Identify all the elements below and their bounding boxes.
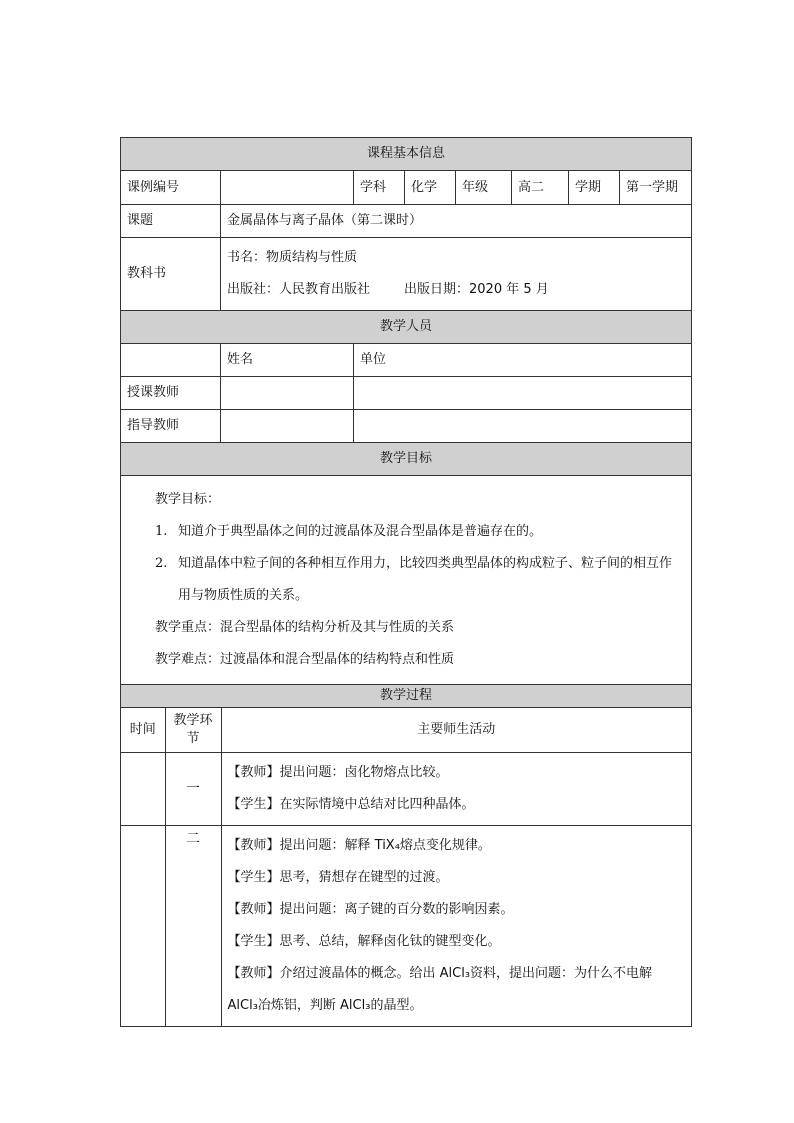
advisor-name — [221, 410, 354, 443]
section-header-staff: 教学人员 — [121, 311, 692, 344]
row-time — [121, 753, 165, 825]
advisor-label: 指导教师 — [121, 410, 221, 443]
teacher-label: 授课教师 — [121, 377, 221, 410]
row-step: 二 — [165, 826, 221, 1026]
subject-label: 学科 — [354, 171, 405, 205]
row-activities — [221, 826, 691, 1026]
grade-value: 高二 — [512, 171, 569, 205]
activity-line — [228, 894, 686, 926]
staff-empty-cell — [121, 344, 221, 377]
activity-line — [228, 757, 686, 789]
section-header-process: 教学过程 — [121, 685, 692, 708]
activity-text: 提出问题：离子键的百分数的影响因素。 — [279, 902, 514, 917]
name-col-header: 姓名 — [221, 344, 354, 377]
goal-item — [155, 516, 683, 548]
role-tag: 【学生】 — [227, 870, 280, 885]
role-tag: 【教师】 — [227, 838, 280, 853]
role-tag: 【学生】 — [227, 797, 280, 812]
activity-text: 在实际情境中总结对比四种晶体。 — [279, 797, 475, 812]
activity-text: 提出问题：卤化物熔点比较。 — [279, 765, 449, 780]
process-row-2 — [121, 826, 692, 1027]
process-table-1 — [121, 753, 691, 825]
topic-label: 课题 — [121, 205, 221, 238]
textbook-name: 书名：物质结构与性质 — [227, 250, 358, 265]
difficulty-point: 教学难点：过渡晶体和混合型晶体的结构特点和性质 — [155, 652, 455, 667]
lesson-plan-table — [120, 137, 692, 1027]
col-activity: 主要师生活动 — [417, 722, 496, 737]
activity-text: 介绍过渡晶体的概念。给出 AlCl₃资料，提出问题：为什么不电解 AlCl₃冶炼铝，判断 AlCl₃的晶型。 — [227, 966, 653, 1013]
process-header-row — [121, 708, 692, 753]
term-value: 第一学期 — [620, 171, 692, 205]
col-step: 教学环节 — [165, 708, 221, 752]
role-tag: 【教师】 — [227, 902, 280, 917]
process-header-table — [121, 708, 691, 752]
case-no-value — [221, 171, 354, 205]
process-table-2 — [121, 826, 691, 1026]
activity-line — [228, 862, 686, 894]
section-header-goals: 教学目标 — [121, 443, 692, 476]
goals-body — [121, 476, 692, 685]
term-label: 学期 — [569, 171, 620, 205]
col-time: 时间 — [121, 708, 165, 752]
unit-col-header: 单位 — [354, 344, 692, 377]
grade-label: 年级 — [456, 171, 512, 205]
row-activities — [221, 753, 691, 825]
row-step: 一 — [165, 753, 221, 825]
teacher-unit — [354, 377, 692, 410]
activity-text: 提出问题：解释 TiX₄熔点变化规律。 — [279, 838, 491, 853]
lesson-plan-sheet — [120, 137, 691, 1027]
activity-line — [228, 789, 686, 821]
process-row-1 — [121, 753, 692, 826]
activity-line — [228, 926, 686, 958]
topic-value: 金属晶体与离子晶体（第二课时） — [221, 205, 692, 238]
advisor-unit — [354, 410, 692, 443]
goal-number: 1. — [155, 524, 168, 539]
role-tag: 【学生】 — [227, 934, 280, 949]
publisher: 出版社：人民教育出版社 — [227, 282, 371, 297]
activity-line — [228, 830, 686, 862]
goal-number: 2. — [155, 556, 168, 571]
publisher-line — [227, 274, 685, 306]
section-header-basic: 课程基本信息 — [121, 138, 692, 171]
textbook-info — [221, 238, 692, 311]
role-tag: 【教师】 — [227, 765, 280, 780]
role-tag: 【教师】 — [227, 966, 280, 981]
goal-text: 知道介于典型晶体之间的过渡晶体及混合型晶体是普遍存在的。 — [178, 524, 543, 539]
subject-value: 化学 — [405, 171, 456, 205]
activity-text: 思考、总结，解释卤化钛的键型变化。 — [279, 934, 501, 949]
goals-intro: 教学目标： — [155, 492, 221, 507]
textbook-label: 教科书 — [121, 238, 221, 311]
activity-line — [228, 958, 686, 1022]
key-point: 教学重点：混合型晶体的结构分析及其与性质的关系 — [155, 620, 455, 635]
teacher-name — [221, 377, 354, 410]
case-no-label: 课例编号 — [121, 171, 221, 205]
activity-text: 思考，猜想存在键型的过渡。 — [279, 870, 449, 885]
goal-text: 知道晶体中粒子间的各种相互作用力，比较四类典型晶体的构成粒子、粒子间的相互作用与物质性质的关系。 — [178, 556, 673, 603]
goal-item — [155, 548, 683, 612]
pub-date: 出版日期：2020 年 5 月 — [404, 282, 549, 297]
row-time — [121, 826, 165, 1026]
